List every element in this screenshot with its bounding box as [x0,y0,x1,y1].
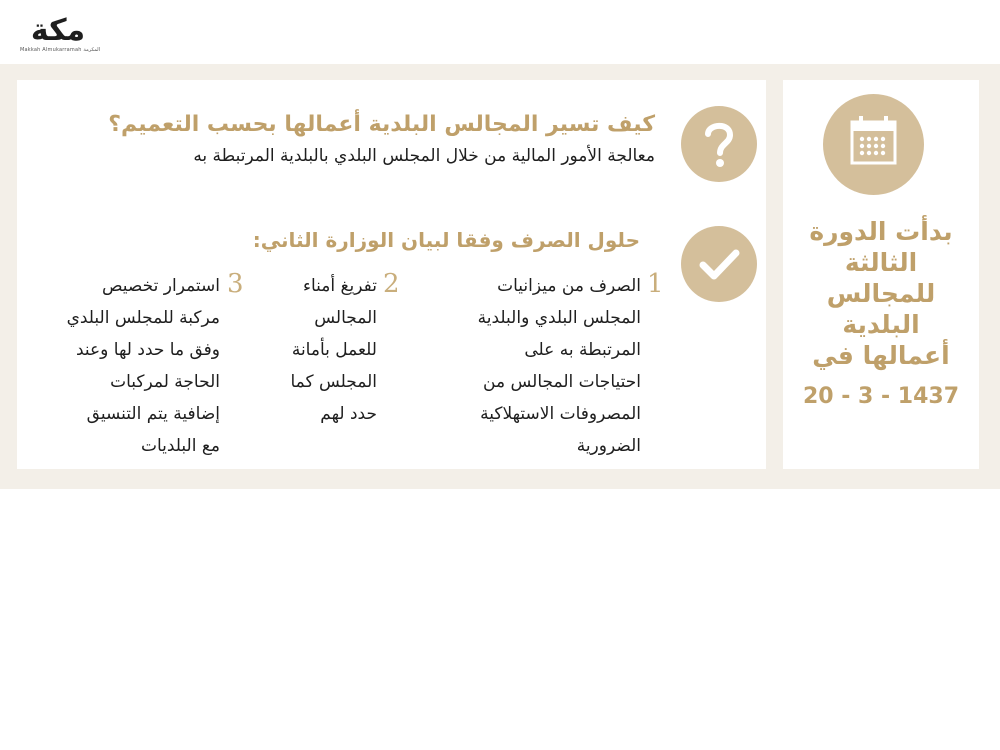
solution-line: مع البلديات [140,436,220,456]
start-title-line: أعمالها في [812,341,950,370]
solution-item-2 [246,269,400,430]
start-date: 20 - 3 - 1437 [802,384,960,409]
logo-tagline: Makkah Almukarramah المكرمة [20,47,101,53]
solution-line: مركبة للمجلس البلدي [66,308,220,328]
start-title-line: الثالثة [844,248,918,277]
solution-line: تفريغ أمناء [302,276,377,296]
solution-line: المرتبطة به على [524,340,641,360]
solution-number: 2 [383,269,400,299]
solution-line: استمرار تخصيص [101,276,220,296]
solution-number: 1 [647,269,664,299]
answer-text: معالجة الأمور المالية من خلال المجلس البلدي بالبلدية المرتبطة به [193,146,655,166]
solution-line: وفق ما حدد لها وعند [75,340,220,360]
checkmark-icon [681,226,757,302]
solutions-heading: حلول الصرف وفقا لبيان الوزارة الثاني: [252,228,640,252]
solution-line: الحاجة لمركبات [110,372,220,392]
logo-word: مكة [30,13,86,48]
start-title-line: للمجالس [826,279,936,308]
solution-line: المجلس البلدي والبلدية [477,308,641,328]
solution-line: حدد لهم [320,404,377,424]
solution-item-1 [415,269,664,462]
solution-line: الضرورية [576,436,641,456]
solution-line: إضافية يتم التنسيق [86,404,220,424]
question-heading: كيف تسير المجالس البلدية أعمالها بحسب التعميم؟ [108,112,655,137]
question-mark-icon [681,106,757,182]
solution-line: المجالس [314,308,377,328]
start-title-line: البلدية [842,310,920,339]
calendar-icon [823,94,924,195]
solution-line: للعمل بأمانة [291,340,377,360]
solution-line: المجلس كما [290,372,377,392]
solution-line: الصرف من ميزانيات [497,276,641,296]
solution-line: احتياجات المجالس من [483,372,641,392]
solution-number: 3 [227,269,244,299]
start-title-line: بدأت الدورة [809,217,953,246]
start-title [790,216,972,371]
solution-line: المصروفات الاستهلاكية [480,404,641,424]
solution-item-3 [35,269,244,462]
logo [20,14,100,58]
